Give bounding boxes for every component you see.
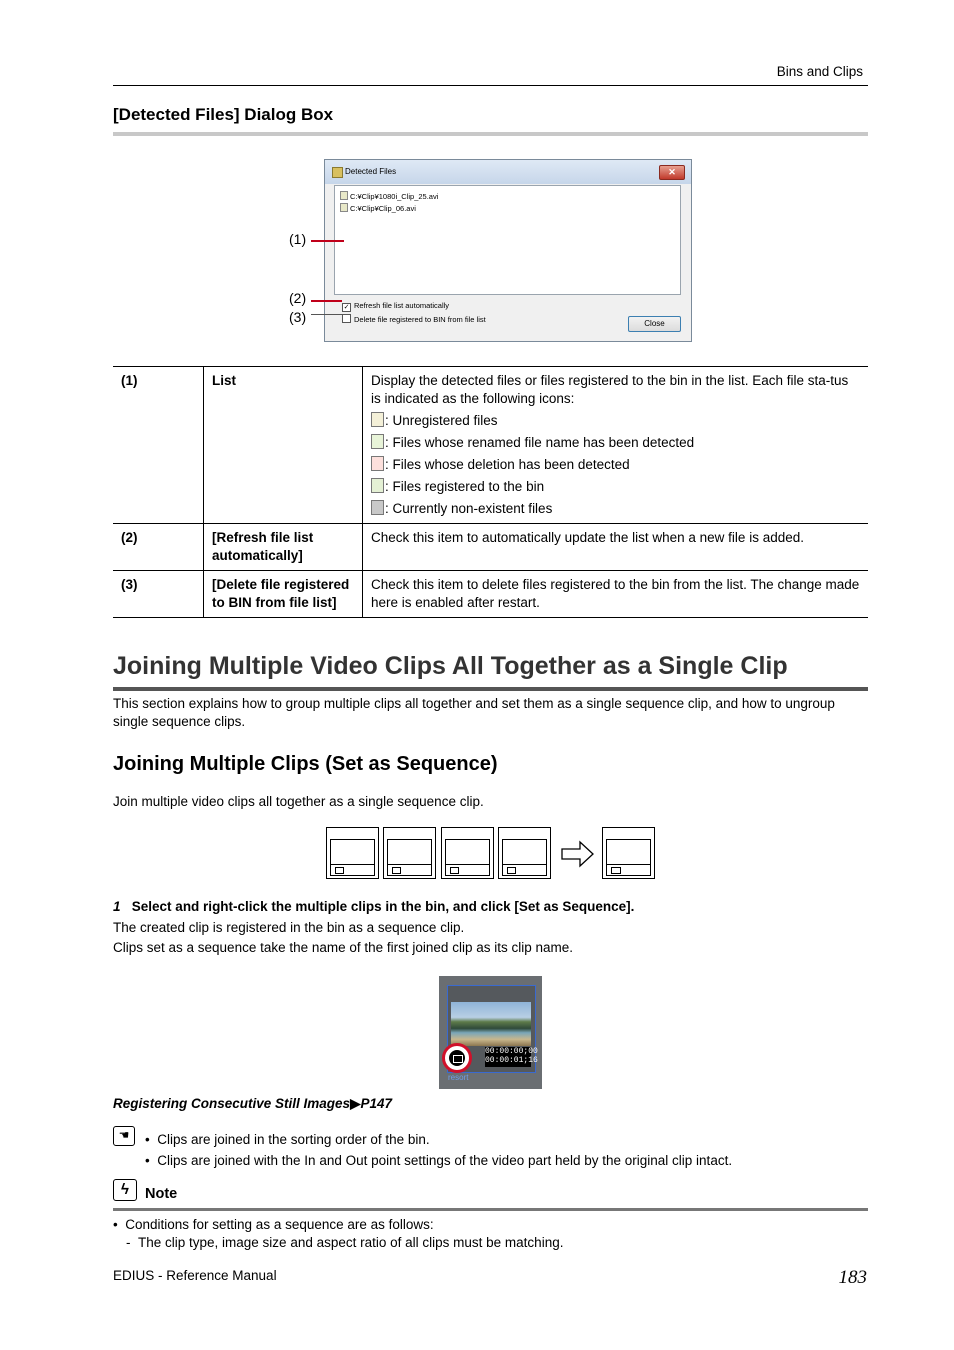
callout-2: (2) [289,290,307,306]
status-item: : Unregistered files [371,412,860,430]
status-item: : Files whose deletion has been detected [371,456,860,474]
section-rule [113,132,868,136]
sequence-icon [611,867,621,874]
step-result-line: The created clip is registered in the bin as a sequence clip. [113,920,465,935]
main-heading: Joining Multiple Video Clips All Together as a Single Clip [113,652,788,680]
cross-reference[interactable]: Registering Consecutive Still Images▶P147 [113,1096,392,1111]
dialog-items-table [113,366,868,618]
camera-icon [450,867,459,874]
file-icon [340,203,348,212]
dialog-close-icon[interactable]: ✕ [659,165,685,180]
sub-heading: Joining Multiple Clips (Set as Sequence) [113,753,498,775]
status-item: : Currently non-existent files [371,500,860,518]
callout-line-2 [311,300,342,302]
checkmark-icon: ✓ [343,304,350,311]
close-button[interactable]: Close [628,316,681,332]
unregistered-file-icon [371,412,384,427]
detected-file-list[interactable] [334,185,681,295]
timecode-in: 00:00:00;00 [485,1047,538,1056]
clip-name: resort [448,1073,469,1082]
sub-intro: Join multiple video clips all together as a single sequence clip. [113,794,484,809]
dialog-title: Detected Files [345,167,397,176]
table-row: (3) [Delete file registered to BIN from file list] Check this item to delete files registered to the bin from the list. The change made here is enabled after restart. [113,571,868,618]
tip-hand-icon: ☚ [113,1126,135,1146]
clip-thumbnail [383,827,436,879]
dialog-app-icon [332,167,343,178]
note-rule [113,1208,868,1211]
callout-3: (3) [289,309,307,325]
main-intro: This section explains how to group multiple clips all together and set them as a single sequence clip, and how to ungroup single sequence clips. [113,696,835,729]
timecode-duration: 00:00:01;16 [485,1056,538,1065]
clip-thumbnail [326,827,379,879]
detected-files-dialog [324,159,692,342]
delete-registered-checkbox[interactable]: Delete file registered to BIN from file list [342,314,486,324]
camera-icon [392,867,401,874]
clip-thumbnail [441,827,494,879]
renamed-file-icon [371,434,384,449]
refresh-checkbox[interactable]: ✓ Refresh file list automatically [343,301,450,311]
camera-icon [507,867,516,874]
status-item: : Files whose renamed file name has been detected [371,434,860,452]
note-label: Note [145,1186,178,1202]
deleted-file-icon [371,456,384,471]
list-item[interactable]: C:¥Clip¥1080i_Clip_25.avi [340,191,438,201]
clip-thumbnail-image [451,1002,531,1046]
step-result-line: Clips set as a sequence take the name of the first joined clip as its clip name. [113,940,573,955]
arrow-right-icon [561,840,595,868]
clip-thumbnail [498,827,551,879]
list-item[interactable]: C:¥Clip¥Clip_06.avi [340,203,416,213]
table-row: (1) List Display the detected files or files registered to the bin in the list. Each file sta-tus is indicated as the following icons: : Unregistered files : Files whose renamed file name has been detected : Files whose deletion has been detected : Files registered to the bin : Currently non-existent files [113,367,868,524]
callout-line-1 [311,240,344,242]
callout-line-3 [311,314,342,315]
table-row: (2) [Refresh file list automatically] Check this item to automatically update the list when a new file is added. [113,524,868,571]
highlight-circle [442,1043,472,1073]
dialog-titlebar [325,160,691,184]
note-subitem: - The clip type, image size and aspect ratio of all clips must be matching. [126,1235,564,1250]
note-item: • Conditions for setting as a sequence are as follows: [113,1217,434,1232]
triangle-right-icon: ▶ [350,1096,361,1111]
camera-icon [335,867,344,874]
file-icon [340,191,348,200]
nonexistent-file-icon [371,500,384,515]
registered-file-icon [371,478,384,493]
status-item: : Files registered to the bin [371,478,860,496]
footer-manual: EDIUS - Reference Manual [113,1268,277,1283]
sequence-icon [449,1050,465,1066]
callout-1: (1) [289,231,307,247]
main-heading-rule [113,687,868,691]
tip-bullet: • Clips are joined with the In and Out point settings of the video part held by the original clip intact. [145,1153,733,1168]
running-header: Bins and Clips [776,64,863,79]
sequence-clip-screenshot [439,976,542,1089]
section-title: [Detected Files] Dialog Box [113,105,334,124]
step-1: 1 Select and right-click the multiple clips in the bin, and click [Set as Sequence]. [113,899,635,914]
sequence-clip-thumbnail [602,827,655,879]
tip-bullet: • Clips are joined in the sorting order of the bin. [145,1132,430,1147]
page-number: 183 [838,1267,867,1288]
note-icon: ϟ [113,1179,137,1201]
header-rule [113,85,868,86]
